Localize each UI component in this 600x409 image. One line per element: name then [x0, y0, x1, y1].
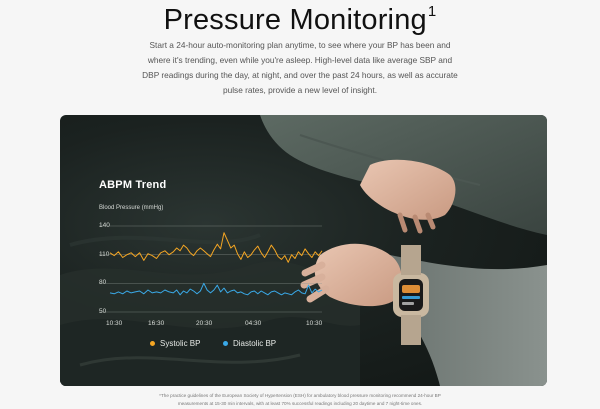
page-title: Pressure Monitoring$^1$: [163, 3, 437, 36]
sleeping-person-photo: [60, 115, 547, 386]
legend-systolic: [150, 339, 200, 348]
y-axis-label: Blood Pressure (mmHg): [99, 205, 164, 211]
footnote-marker: 1: [427, 3, 437, 20]
x-tick-label: 04:30: [245, 320, 262, 327]
y-tick-label: 140: [99, 222, 110, 229]
footnote: *The practice guidelines of the European Society of Hypertension (ESH) for ambulatory blood pressure monitoring recommend 24-hour BP measurements at 15-30 min intervals, with at least 70% successful readings including 20 daytime and 7 night-time ones.: [159, 393, 441, 406]
legend-diastolic-label: Diastolic BP: [233, 339, 277, 348]
systolic-dot-icon: [150, 341, 155, 346]
x-tick-label: 20:30: [196, 320, 213, 327]
diastolic-series-line: [110, 283, 322, 295]
x-tick-label: 10:30: [106, 320, 123, 327]
systolic-series-line: [110, 233, 322, 263]
y-tick-label: 50: [99, 308, 107, 315]
y-tick-label: 80: [99, 279, 107, 286]
diastolic-dot-icon: [223, 341, 228, 346]
x-tick-label: 10:30: [306, 320, 323, 327]
chart-title: ABPM Trend: [99, 179, 167, 191]
x-tick-label: 16:30: [148, 320, 165, 327]
legend-systolic-label: Systolic BP: [160, 339, 201, 348]
bp-trend-chart: [60, 115, 547, 386]
intro-paragraph: Start a 24-hour auto-monitoring plan anytime, to see where your BP has been and where it's trending, even while you're asleep. High-level data like average SBP and DBP readings during the day, at night, and over the past 24 hours, as well as accurate pulse rates, provide a new level of insight.: [142, 40, 458, 95]
legend-diastolic: [223, 339, 276, 348]
y-tick-label: 110: [99, 251, 110, 258]
